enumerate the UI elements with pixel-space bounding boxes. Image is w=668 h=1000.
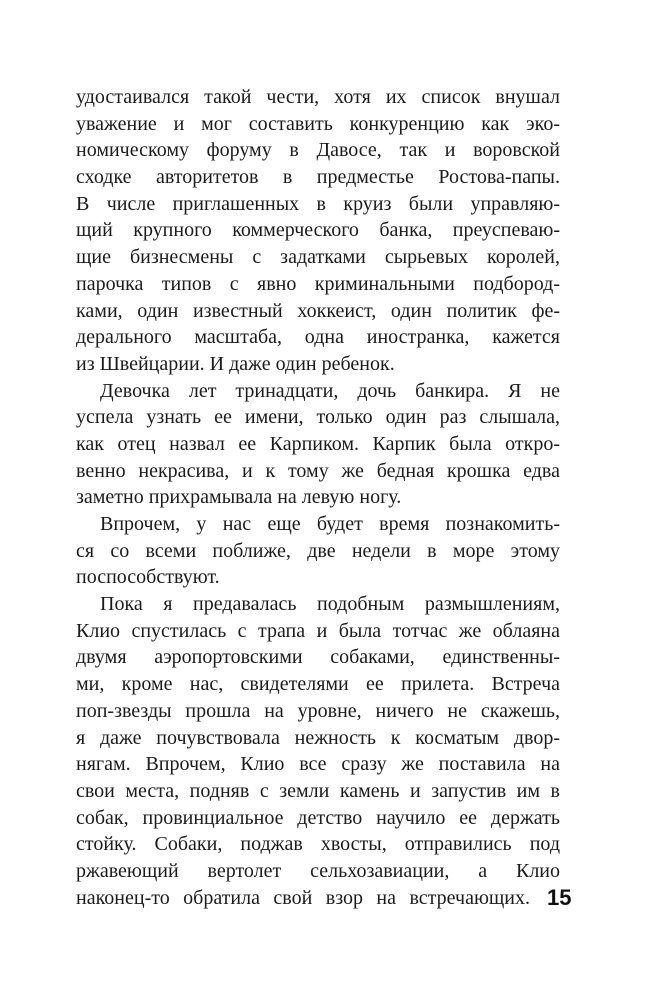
text-line: я даже почувствовала нежность к косматым двор- [76,726,560,749]
text-line: поп-звезды прошла на уровне, ничего не скажешь, [76,699,560,722]
text-line: Впрочем, у нас еще будет время познакомить- [100,513,560,535]
text-line: ся со всеми поближе, две недели в море этому [76,539,560,562]
text-line: уважение и мог составить конкуренцию как эко- [76,112,560,135]
text-line: В числе приглашенных в круиз были управляю- [76,192,560,215]
text-line: стойку. Собаки, поджав хвосты, отправились под [76,833,560,856]
text-line: номическому форуму в Давосе, так и воровской [76,139,560,162]
text-line: свои места, подняв с земли камень и запустив им в [76,779,560,802]
text-line: дерального масштаба, одна иностранка, кажется [76,326,560,349]
text-line: заметно прихрамывала на левую ногу. [76,486,402,509]
text-line: как отец назвал ее Карпиком. Карпик была откро- [76,432,560,455]
body-text [76,84,560,911]
paragraph [76,84,560,378]
text-line: двумя аэропортовскими собаками, единственны- [76,646,560,669]
text-line: Пока я предавалась подобным размышлениям, [100,593,560,616]
text-line: из Швейцарии. И даже один ребенок. [76,352,395,375]
text-line: сходке авторитетов в предместье Ростова-папы. [76,166,560,189]
page-number: 15 [547,885,572,910]
text-line: ржавеющий вертолет сельхозавиации, а Клио [76,859,560,882]
text-line: Девочка лет тринадцати, дочь банкира. Я не [100,379,560,402]
text-line: собак, провинциальное детство научило ее держать [76,806,560,829]
text-line: поспособствуют. [76,566,220,589]
text-line: венно некрасива, и к тому же бедная крошка едва [76,459,560,482]
text-line: удостаивался такой чести, хотя их список внушал [76,86,560,108]
text-line: наконец-то обратила свой взор на встречающих. [76,886,530,909]
paragraph [76,378,560,511]
text-line: успела узнать ее имени, только один раз слышала, [76,406,560,429]
text-line: Клио спустилась с трапа и была тотчас же облаяна [76,619,560,642]
paragraph [76,591,560,911]
text-line: парочка типов с явно криминальными подбород- [76,272,560,295]
text-line: ками, один известный хоккеист, один политик фе- [76,299,560,322]
text-line: нягам. Впрочем, Клио все сразу же поставила на [76,753,560,776]
text-line: ми, кроме нас, свидетелями ее прилета. Встреча [76,673,560,696]
paragraph [76,511,560,591]
text-line: щие бизнесмены с задатками сырьевых королей, [76,246,560,269]
text-line: щий крупного коммерческого банка, преуспеваю- [76,219,560,242]
